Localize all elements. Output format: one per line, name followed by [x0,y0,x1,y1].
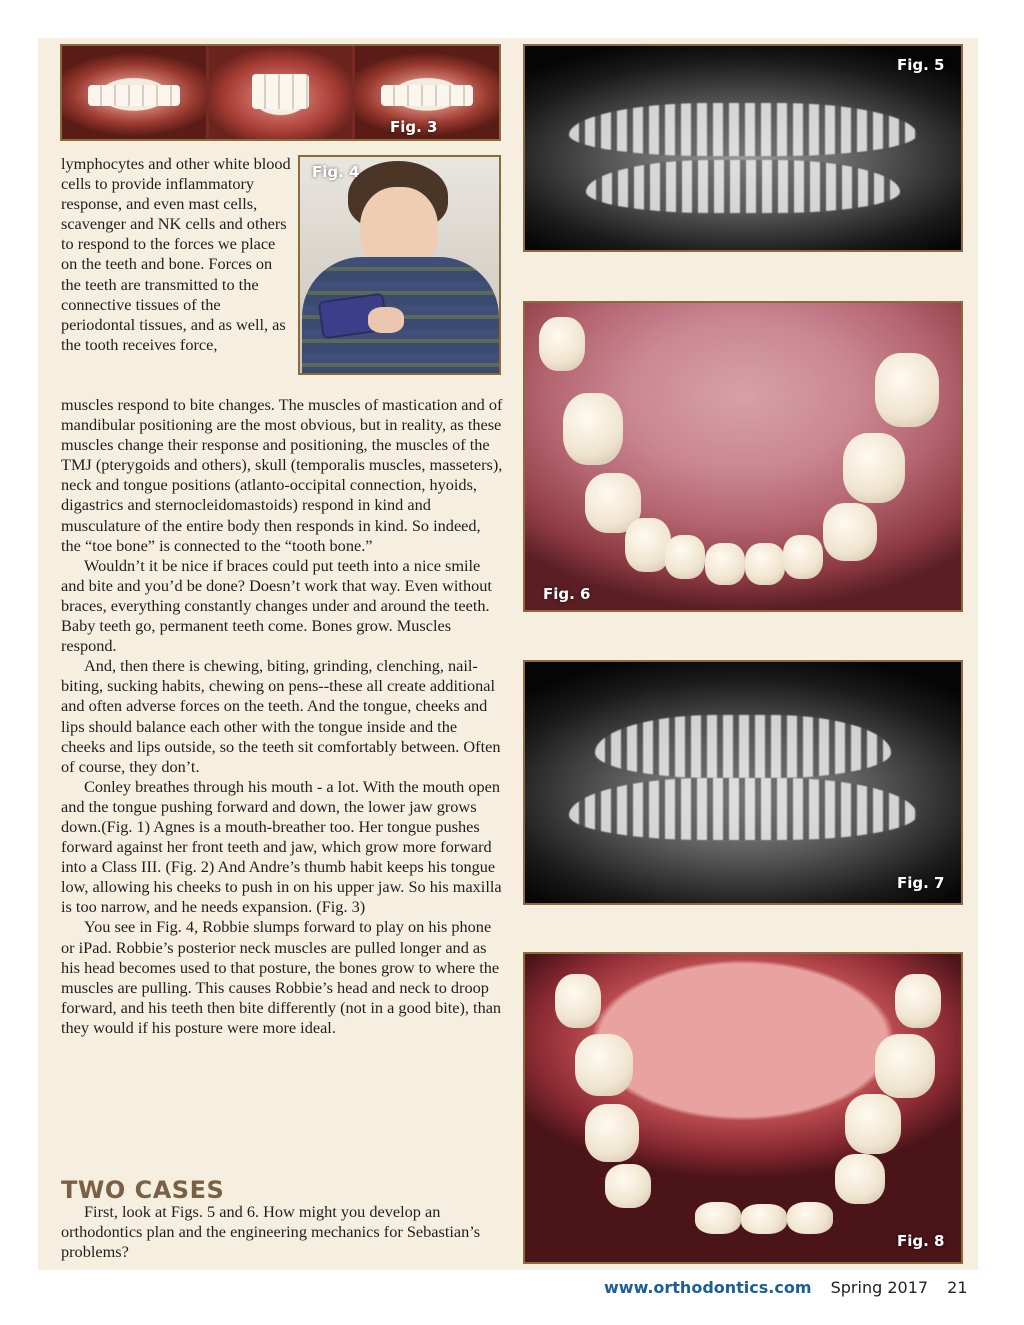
mouth-photo-left [62,46,206,139]
figure-5-xray [523,44,963,252]
paragraph-4: Conley breathes through his mouth - a lot. With the mouth open and the tongue pushing forward and down, the lower jaw grows down.(Fig. 1) Agnes is a mouth-breather too. Her tongue pushes forward against her front teeth and jaw, which grow more forward into a Class III. (Fig. 2) And Andre’s thumb habit keeps his tongue low, allowing his cheeks to push in on his upper jaw. So his maxilla is too narrow, and he needs expansion. (Fig. 3) [61,776,502,917]
paragraph-6: First, look at Figs. 5 and 6. How might you develop an orthodontics plan and the engineering mechanics for Sebastian’s problems? [61,1202,481,1262]
figure-8-label: Fig. 8 [897,1232,945,1250]
figure-4-label: Fig. 4 [312,163,360,181]
page-footer [604,1278,968,1297]
paragraph-1-continued: muscles respond to bite changes. The muscles of mastication and of mandibular positioning are the most obvious, but in reality, as these muscles change their response and positioning, the muscles of the TMJ (pterygoids and others), skull (temporalis muscles, masseters), neck and tongue positions (atlanto-occipital connection, hyoids, digastrics and sternocleidomastoids) respond in kind and musculature of the entire body then responds in kind. So indeed, the “toe bone” is connected to the “tooth bone.” [61,395,503,555]
figure-3-mouth-photos [60,44,501,141]
figure-7-xray [523,660,963,905]
paragraph-1-start: lymphocytes and other white blood cells to provide inflammatory response, and even mast cells, scavenger and NK cells and others to respond to the forces we place on the teeth and bone. Forces on the teeth are transmitted to the connective tissues of the periodontal tissues, and as well, as the tooth receives force, [61,154,291,354]
footer-url-link[interactable]: www.orthodontics.com [604,1278,812,1297]
paragraph-2: Wouldn’t it be nice if braces could put teeth into a nice smile and bite and you’d be done? Doesn’t work that way. Even without braces, everything constantly changes under and around the teeth. Baby teeth go, permanent teeth come. Bones grow. Muscles respond. [61,555,492,656]
figure-5-label: Fig. 5 [897,56,945,74]
figure-4-boy-photo [298,155,501,375]
page-number: 21 [947,1278,968,1297]
section-heading: TWO CASES [61,1176,225,1204]
body-text-wide [61,395,503,1038]
footer-issue: Spring 2017 [830,1278,929,1297]
paragraph-3: And, then there is chewing, biting, grinding, clenching, nail-biting, sucking habits, chewing on pens--these all create additional and often adverse forces on the teeth. And the tongue, cheeks and lips should balance each other with the tongue inside and the cheeks and lips outside, so the teeth sit comfortably between. Often of course, they don’t. [61,656,501,776]
figure-6-label: Fig. 6 [543,585,591,603]
figure-8-lower-arch-photo [523,952,963,1264]
paragraph-5: You see in Fig. 4, Robbie slumps forward to play on his phone or iPad. Robbie’s posterior neck muscles are pulled longer and as his head becomes used to that posture, the bones grow to where the muscles are pulling. This causes Robbie’s head and neck to droop forward, and his teeth then bite differently (not in a good bite), than they would if his posture were more ideal. [61,917,502,1037]
body-text-narrow [61,154,291,355]
body-text-final [61,1202,503,1262]
figure-7-label: Fig. 7 [897,874,945,892]
figure-3-label: Fig. 3 [390,118,438,136]
mouth-photo-center [209,46,353,139]
figure-6-lower-arch-photo [523,301,963,612]
